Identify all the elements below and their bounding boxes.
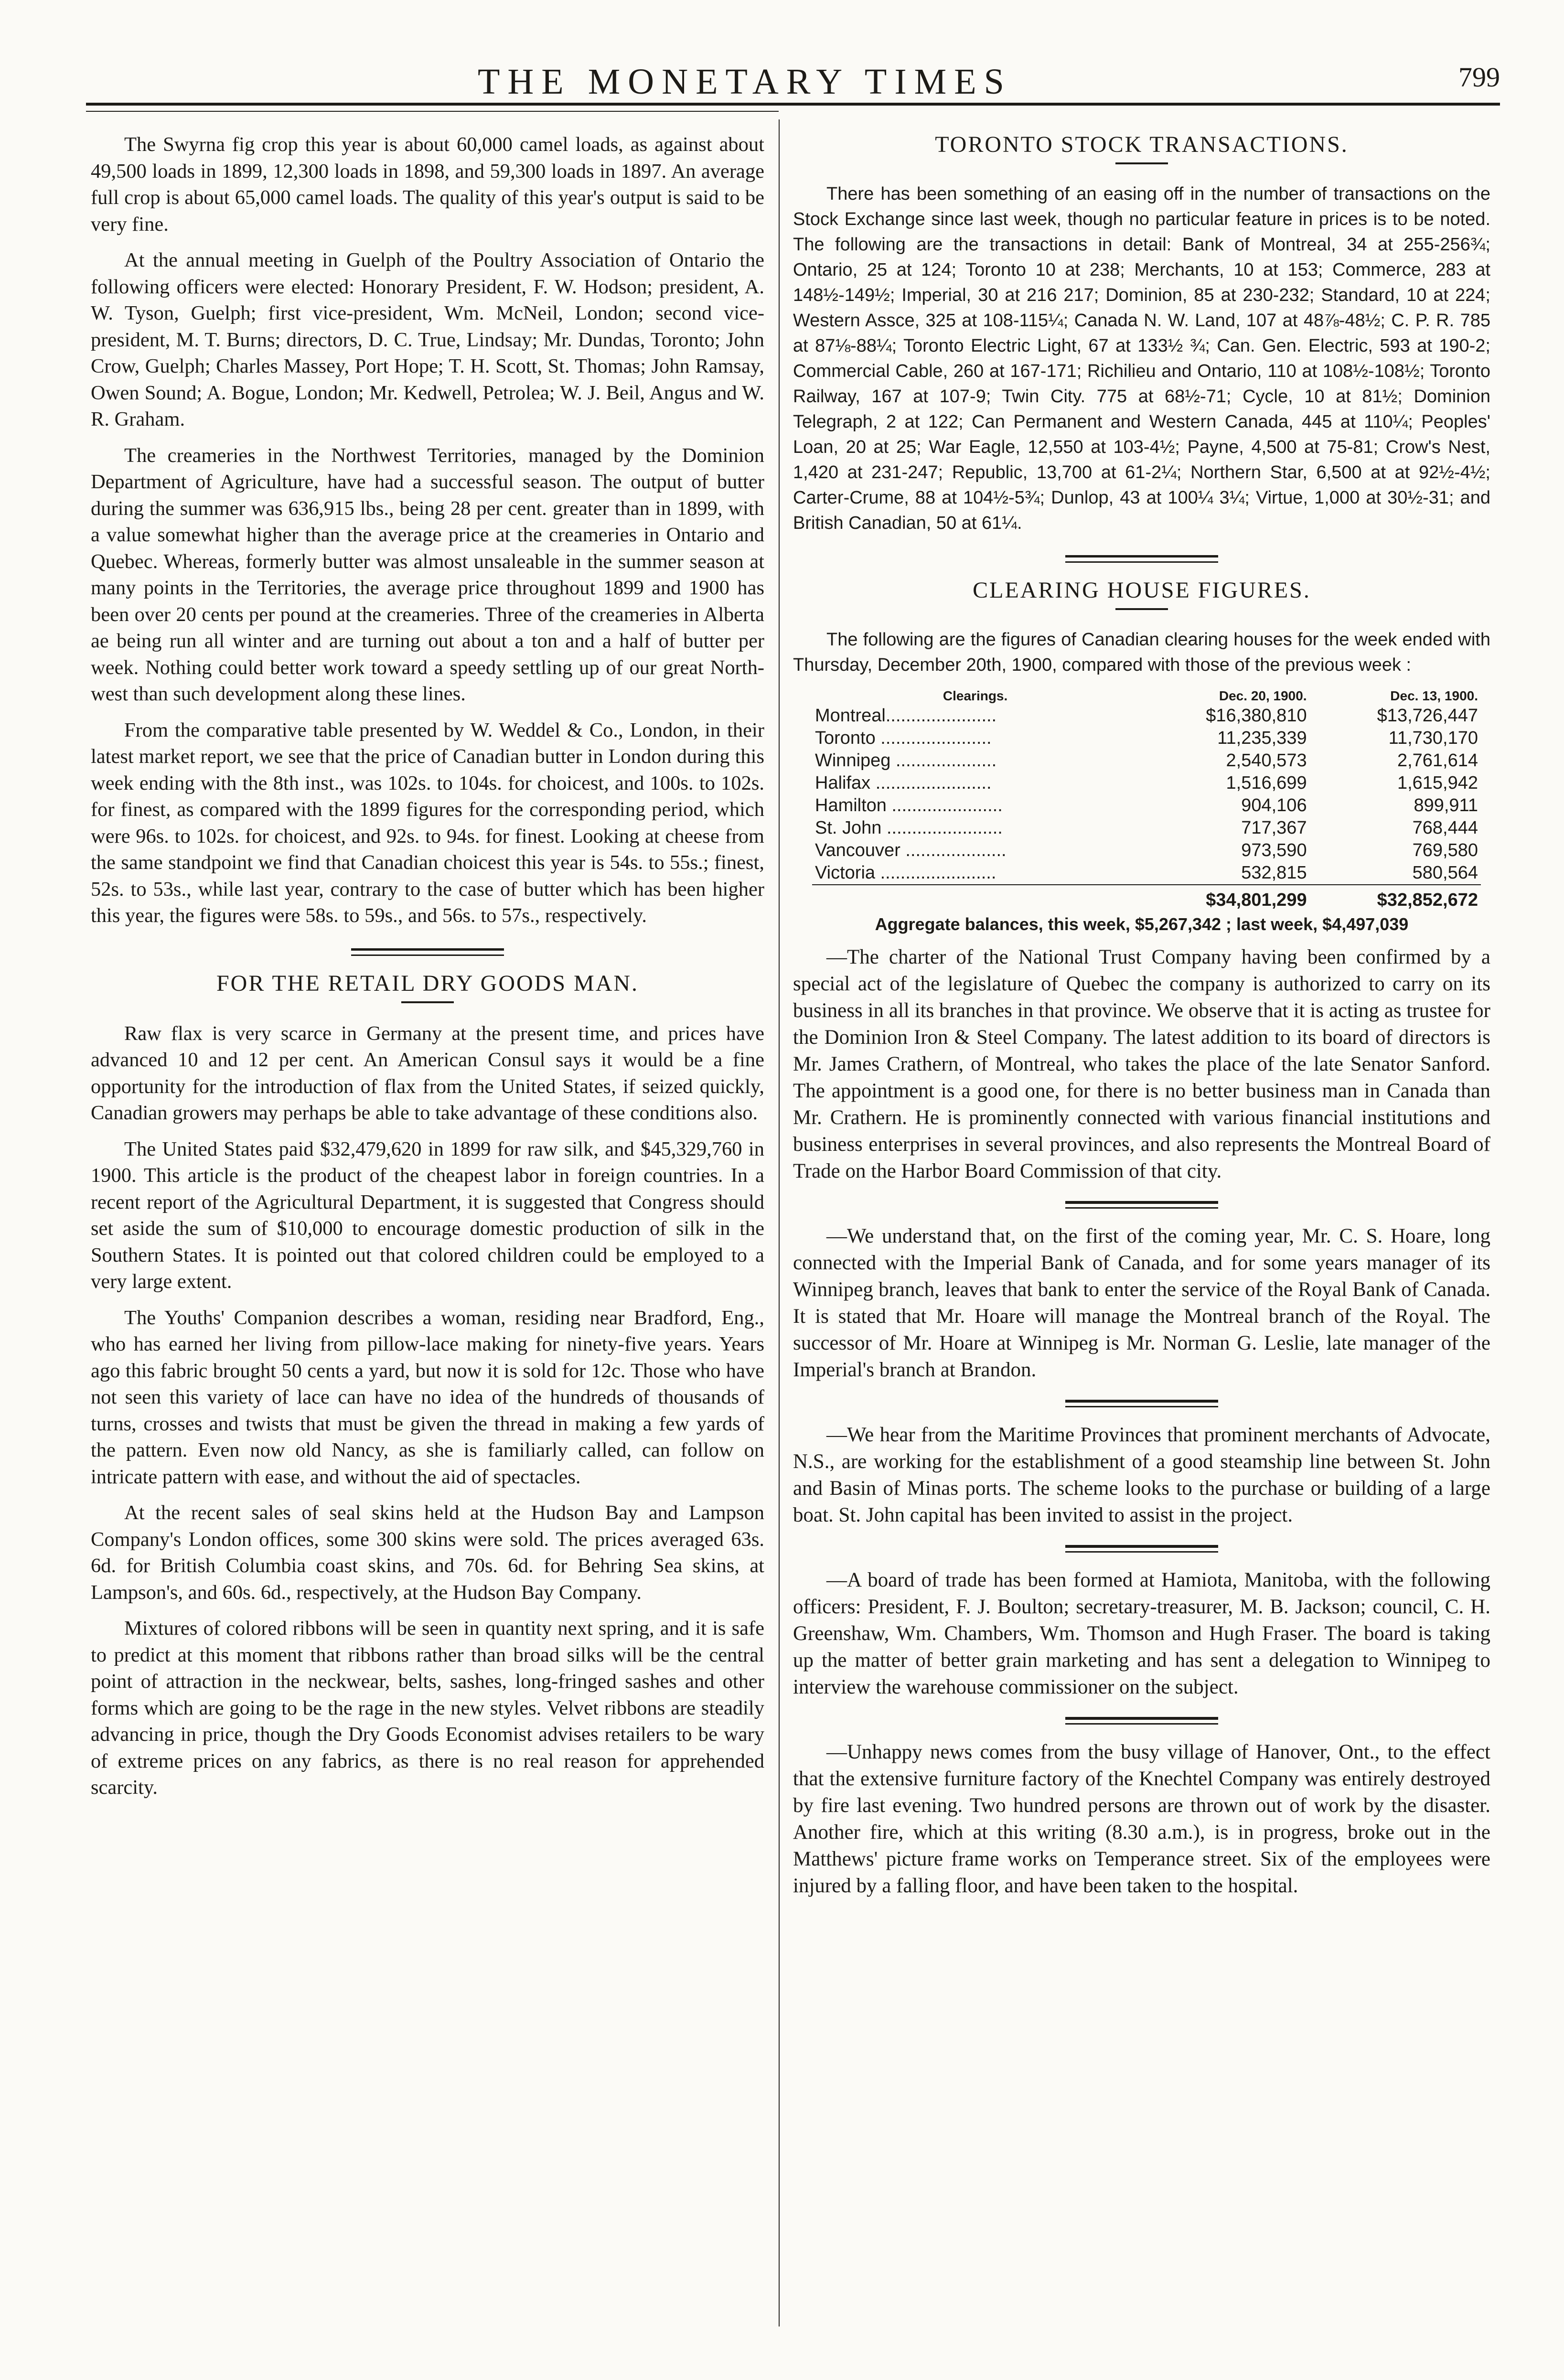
column-header: Dec. 20, 1900. (1219, 688, 1307, 703)
page-number: 799 (1458, 62, 1500, 93)
value-cell: 2,761,614 (1397, 750, 1478, 771)
stock-heading: TORONTO STOCK TRANSACTIONS. (935, 132, 1349, 157)
value-cell: 580,564 (1412, 863, 1478, 883)
section-rule (351, 948, 504, 956)
clearing-table (812, 687, 1481, 911)
value-cell: 11,730,170 (1388, 728, 1478, 748)
value-cell: 904,106 (1241, 795, 1307, 815)
city-cell: Toronto ...................... (815, 728, 992, 748)
article-paragraph: From the comparative table presented by W. Weddel & Co., London, in their latest market report, we see that the price of Canadian butter in London during this week ending with the 8th inst., was 102s. to 104s. for choicest, and 100s. to 102s. for finest, as compared with the 1899 figures for the corresponding period, which were 96s. to 102s. for choicest, and 92s. to 94s. for finest. Looking at cheese from the same standpoint we find that Canadian choicest this year is 54s. to 55s.; finest, 52s. to 53s., while last year, contrary to the case of butter which has been higher this year, the figures were 58s. to 59s., and 56s. to 57s., respectively. (91, 718, 764, 927)
heading-rule (401, 1001, 454, 1003)
value-cell: 532,815 (1241, 863, 1307, 883)
stock-paragraph: There has been something of an easing off in the number of transactions on the Stock Exchange since last week, though no particular feature in prices is to be noted. The following are the transactions in detail: Bank of Montreal, 34 at 255-256¾; Ontario, 25 at 124; Toronto 10 at 238; Merchants, 10 at 153; Commerce, 283 at 148½-149½; Imperial, 30 at 216 217; Dominion, 85 at 230-232; Standard, 10 at 224; Western Assce, 325 at 108-115¼; Canada N. W. Land, 107 at 48⅞-48½; C. P. R. 785 at 87⅛-88¼; Toronto Electric Light, 67 at 133½ ¾; Can. Gen. Electric, 593 at 190-2; Commercial Cable, 260 at 167-171; Richilieu and Ontario, 110 at 108½-108½; Toronto Railway, 167 at 107-9; Twin City. 775 at 68½-71; Cycle, 10 at 81½; Dominion Telegraph, 2 at 122; Can Permanent and Western Canada, 445 at 110¼; Peoples' Loan, 20 at 25; War Eagle, 12,550 at 103-4½; Payne, 4,500 at 75-81; Crow's Nest, 1,420 at 231-247; Republic, 13,700 at 61-2¼; Northern Star, 6,500 at at 92½-4½; Carter-Crume, 88 at 104½-5¾; Dunlop, 43 at 100¼ 3¼; Virtue, 1,000 at 30½-31; and British Canadian, 50 at 61¼. (793, 184, 1490, 533)
value-cell: 2,540,573 (1226, 750, 1307, 771)
city-cell: Winnipeg .................... (815, 750, 997, 771)
value-cell: 1,516,699 (1226, 773, 1307, 793)
masthead (86, 57, 1500, 115)
section-rule (1065, 1400, 1218, 1407)
city-cell: Vancouver .................... (815, 840, 1007, 860)
article-paragraph: Mixtures of colored ribbons will be seen in quantity next spring, and it is safe to predict at this moment that ribbons rather than broad silks will be the central point of attraction in the neckwear, belts, sashes, long-fringed sashes and other forms which are going to be the rage in the new styles. Velvet ribbons are steadily advancing in price, though the Dry Goods Economist advises retailers to be wary of extreme prices on any fabrics, as there is no real reason for apprehended scarcity. (91, 1617, 764, 1799)
right-column (793, 131, 1490, 1909)
clearing-heading: CLEARING HOUSE FIGURES. (973, 578, 1311, 603)
article-paragraph: The United States paid $32,479,620 in 1899 for raw silk, and $45,329,760 in 1900. This article is the product of the cheapest labor in foreign countries. In a recent report of the Agricultural Department, it is suggested that Congress should set aside the sum of $10,000 to encourage domestic production of silk in the Southern States. It is pointed out that colored children could be employed to a very large extent. (91, 1137, 764, 1293)
total-cell: $34,801,299 (1138, 885, 1309, 911)
table-row (812, 750, 1481, 772)
heading-rule (1115, 608, 1168, 610)
value-cell: 768,444 (1412, 818, 1478, 838)
value-cell: 1,615,942 (1397, 773, 1478, 793)
section-rule (1065, 1201, 1218, 1209)
news-paragraph: —We understand that, on the first of the coming year, Mr. C. S. Hoare, long connected with the Imperial Bank of Canada, and for some years manager of its Winnipeg branch, leaves that bank to enter the service of the Royal Bank of Canada. It is stated that Mr. Hoare will manage the Montreal branch of the Royal. The successor of Mr. Hoare at Winnipeg is Mr. Norman G. Leslie, late manager of the Imperial's branch at Brandon. (793, 1225, 1490, 1381)
value-cell: $13,726,447 (1377, 706, 1478, 726)
table-row (812, 705, 1481, 727)
value-cell: 973,590 (1241, 840, 1307, 860)
article-paragraph: The Swyrna fig crop this year is about 60,000 camel loads, as against about 49,500 loads in 1899, 12,300 loads in 1898, and 59,300 loads in 1897. An average full crop is about 65,000 camel loads. The quality of this year's output is said to be very fine. (91, 133, 764, 236)
value-cell: $16,380,810 (1206, 706, 1307, 726)
article-paragraph: At the annual meeting in Guelph of the Poultry Association of Ontario the following officers were elected: Honorary President, F. W. Hodson; president, A. W. Tyson, Guelph; first vice-president, Wm. McNeil, London; second vice-president, M. T. Burns; directors, D. C. True, Lindsay; Mr. Dundas, Toronto; John Crow, Guelph; Charles Massey, Port Hope; T. H. Scott, St. Thomas; John Ramsay, Owen Sound; A. Bogue, London; Mr. Kedwell, Petrolea; W. J. Beil, Angus and W. R. Graham. (91, 249, 764, 430)
article-paragraph: At the recent sales of seal skins held at the Hudson Bay and Lampson Company's London offices, some 300 skins were sold. The prices averaged 63s. 6d. for British Columbia coast skins, and 70s. 6d. for Behring Sea skins, at Lampson's, and 60s. 6d., respectively, at the Hudson Bay Company. (91, 1501, 764, 1604)
value-cell: 11,235,339 (1217, 728, 1307, 748)
news-paragraph: —The charter of the National Trust Company having been confirmed by a special act of the legislature of Quebec the company is authorized to carry on its business in all its branches in that province. We observe that it is acting as trustee for the Dominion Iron & Steel Company. The latest addition to its board of directors is Mr. James Crathern, of Montreal, who takes the place of the late Senator Sanford. The appointment is a good one, for there is no better business man in Canada than Mr. Crathern. He is prominently connected with various financial institutions and business enterprises in several provinces, and also represents the Montreal Board of Trade on the Harbor Board Commission of that city. (793, 946, 1490, 1182)
section-heading: FOR THE RETAIL DRY GOODS MAN. (216, 970, 639, 996)
city-cell: Victoria ....................... (815, 863, 996, 883)
table-row (812, 817, 1481, 839)
left-column (91, 131, 764, 1811)
article-paragraph: Raw flax is very scarce in Germany at the present time, and prices have advanced 10 and 12 per cent. An American Consul says it would be a fine opportunity for the introduction of flax from the United States, if seized quickly, Canadian growers may perhaps be able to take advantage of these conditions also. (91, 1022, 764, 1124)
table-row (812, 839, 1481, 862)
heading-rule (1115, 162, 1168, 164)
news-paragraph: —Unhappy news comes from the busy village of Hanover, Ont., to the effect that the extensive furniture factory of the Knechtel Company was entirely destroyed by fire last evening. Two hundred persons are thrown out of work by the disaster. Another fire, which at this writing (8.30 a.m.), is in progress, broke out in the Matthews' picture frame works on Temperance street. Six of the employees were injured by a falling floor, and have been taken to the hospital. (793, 1741, 1490, 1897)
column-header: Dec. 13, 1900. (1390, 688, 1478, 703)
totals-row (812, 885, 1481, 911)
publication-title: THE MONETARY TIMES (478, 62, 1012, 102)
city-cell: Montreal...................... (815, 706, 997, 726)
article-paragraph: The Youths' Companion describes a woman, residing near Bradford, Eng., who has earned her living from pillow-lace making for ninety-five years. Years ago this fabric brought 50 cents a yard, but now it is sold for 12c. Those who have not seen this variety of lace can have no idea of the hundreds of thousands of turns, crosses and twists that must be given the thread in making a few yards of the pattern. Even now old Nancy, as she is familiarly called, can follow on intricate pattern with ease, and without the aid of spectacles. (91, 1306, 764, 1488)
table-header-row (812, 687, 1481, 705)
header-rule-thin (86, 111, 779, 112)
value-cell: 899,911 (1414, 795, 1478, 815)
value-cell: 769,580 (1412, 840, 1478, 860)
totals-label (812, 885, 1138, 911)
column-header: Clearings. (943, 688, 1008, 703)
news-paragraph: —We hear from the Maritime Provinces that prominent merchants of Advocate, N.S., are working for the establishment of a good steamship line between St. John and Basin of Minas ports. The scheme looks to the purchase or building of a large boat. St. John capital has been invited to assist in the project. (793, 1424, 1490, 1526)
city-cell: Hamilton ...................... (815, 795, 1003, 815)
city-cell: Halifax ....................... (815, 773, 992, 793)
table-row (812, 772, 1481, 794)
city-cell: St. John ....................... (815, 818, 1003, 838)
section-rule (1065, 1545, 1218, 1553)
aggregate-balances: Aggregate balances, this week, $5,267,342 ; last week, $4,497,039 (875, 914, 1409, 934)
clearing-paragraph: The following are the figures of Canadian clearing houses for the week ended with Thursday, December 20th, 1900, compared with those of the previous week : (793, 630, 1490, 675)
article-paragraph: The creameries in the Northwest Territories, managed by the Dominion Department of Agriculture, have had a successful season. The output of butter during the summer was 636,915 lbs., being 28 per cent. greater than in 1899, with a value somewhat higher than the average price at the creameries in Ontario and Quebec. Whereas, formerly butter was almost unsaleable in the summer season at many points in the Territories, the average price throughout 1899 and 1900 has been over 20 cents per pound at the creameries. Three of the creameries in Alberta ae being run all winter and are turning out about a ton and a half of butter per week. Nothing could better work toward a speedy settling up of our great North-west than such development along these lines. (91, 444, 764, 705)
section-rule (1065, 555, 1218, 563)
column-divider (779, 119, 780, 2326)
table-row (812, 727, 1481, 750)
table-row (812, 862, 1481, 885)
news-paragraph: —A board of trade has been formed at Hamiota, Manitoba, with the following officers: President, F. J. Boulton; secretary-treasurer, M. B. Jackson; council, C. H. Greenshaw, Wm. Chambers, Wm. Thomson and Hugh Fraser. The board is taking up the matter of better grain marketing and has sent a delegation to Winnipeg to interview the warehouse commissioner on the subject. (793, 1569, 1490, 1698)
header-rule (86, 103, 1500, 106)
table-row (812, 794, 1481, 817)
value-cell: 717,367 (1241, 818, 1307, 838)
total-cell: $32,852,672 (1310, 885, 1481, 911)
section-rule (1065, 1717, 1218, 1725)
